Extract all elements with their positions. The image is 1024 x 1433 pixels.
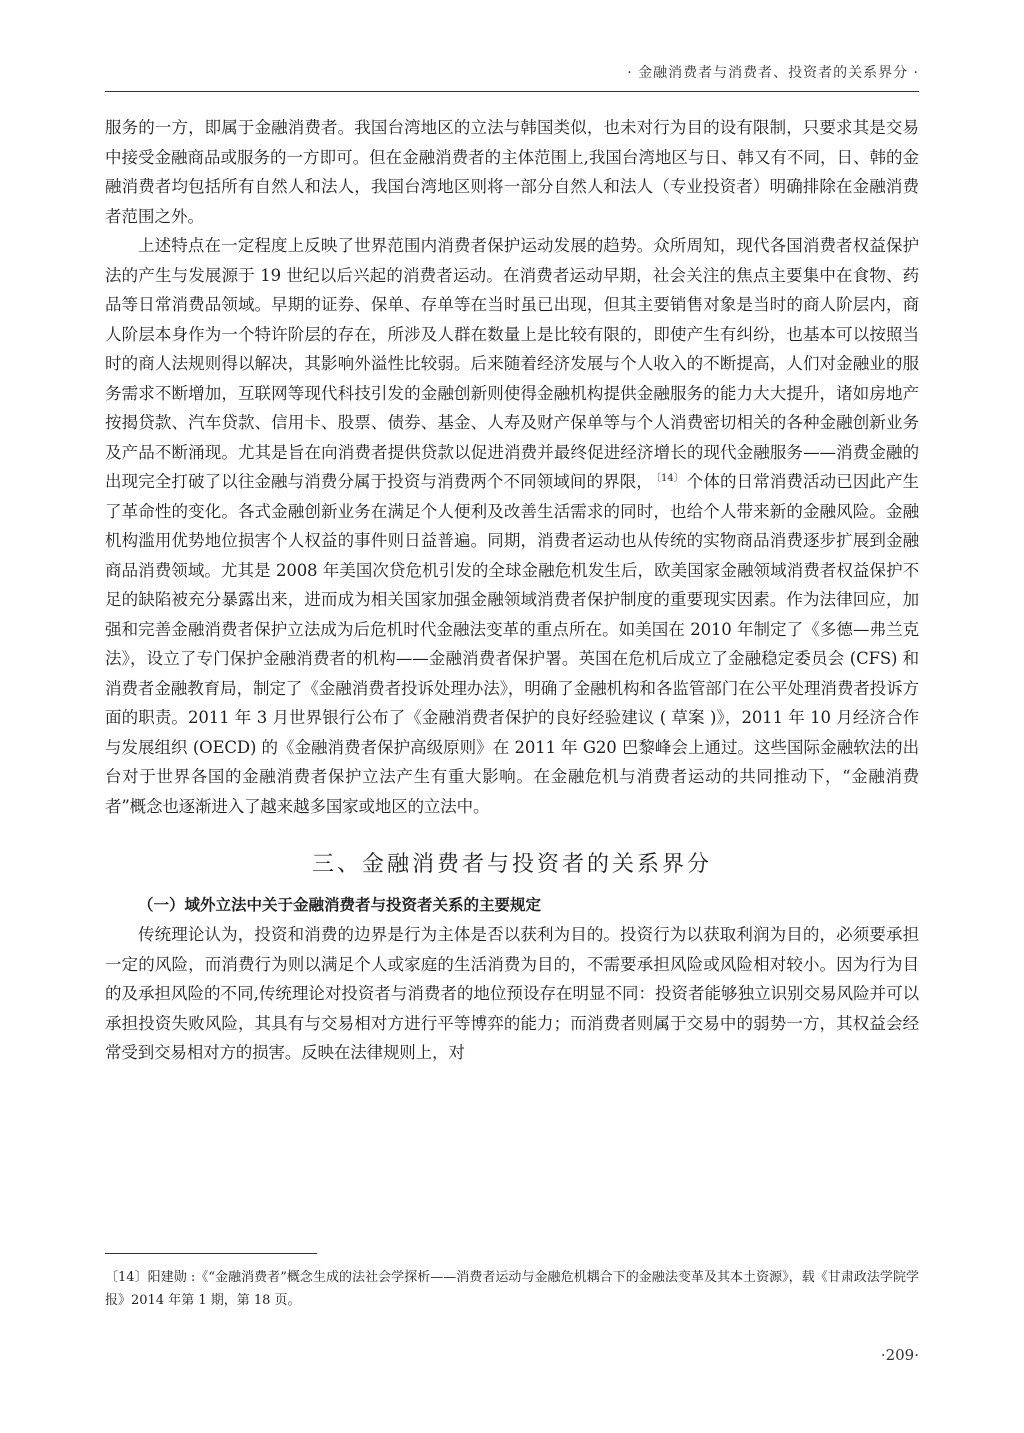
footnote: 〔14〕阳建勋 :《“金融消费者”概念生成的法社会学探析——消费者运动与金融危机耦合下的金融法变革及其本土资源》，载《甘肃政法学院学报》2014 年第 1 期，第 18 页。 xyxy=(105,1270,919,1308)
page-number: ·209· xyxy=(880,1346,919,1364)
paragraph-1: 服务的一方，即属于金融消费者。我国台湾地区的立法与韩国类似，也未对行为目的设有限制，只要求其是交易中接受金融商品或服务的一方即可。但在金融消费者的主体范围上,我国台湾地区与日、韩又有不同，日、韩的金融消费者均包括所有自然人和法人，我国台湾地区则将一部分自然人和法人（专业投资者）明确排除在金融消费者范围之外。 xyxy=(105,118,919,226)
main-text xyxy=(105,113,919,1068)
paragraph-2-part-a: 上述特点在一定程度上反映了世界范围内消费者保护运动发展的趋势。众所周知，现代各国消费者权益保护法的产生与发展源于 19 世纪以后兴起的消费者运动。在消费者运动早期，社会关注的焦点主要集中在食物、药品等日常消费品领域。早期的证券、保单、存单等在当时虽已出现，但其主要销售对象是当时的商人阶层内，商人阶层本身作为一个特许阶层的存在，所涉及人群在数量上是比较有限的，即使产生有纠纷，也基本可以按照当时的商人法规则得以解决，其影响外溢性比较弱。后来随着经济发展与个人收入的不断提高，人们对金融业的服务需求不断增加，互联网等现代科技引发的金融创新则使得金融机构提供金融服务的能力大大提升，诸如房地产按揭贷款、汽车贷款、信用卡、股票、债券、基金、人寿及财产保单等与个人消费密切相关的各种金融创新业务及产品不断涌现。尤其是旨在向消费者提供贷款以促进消费并最终促进经济增长的现代金融服务——消费金融的出现完全打破了以往金融与消费分属于投资与消费两个不同领域间的界限， xyxy=(105,236,919,491)
paragraph-2 xyxy=(105,231,919,821)
footnote-separator xyxy=(105,1253,317,1254)
section-heading: 三、金融消费者与投资者的关系界分 xyxy=(311,852,712,877)
footnote-reference[interactable]: 〔14〕 xyxy=(655,473,684,484)
paragraph-2-part-b: 个体的日常消费活动已因此产生了革命性的变化。各式金融创新业务在满足个人便利及改善生活需求的同时，也给个人带来新的金融风险。金融机构滥用优势地位损害个人权益的事件则日益普遍。同期，消费者运动也从传统的实物商品消费逐步扩展到金融商品消费领域。尤其是 2008 年美国次贷危机引发的全球金融危机发生后，欧美国家金融领域消费者权益保护不足的缺陷被充分暴露出来，进而成为相关国家加强金融领域消费者保护制度的重要现实因素。作为法律回应，加强和完善金融消费者保护立法成为后危机时代金融法变革的重点所在。如美国在 2010 年制定了《多德—弗兰克法》，设立了专门保护金融消费者的机构——金融消费者保护署。英国在危机后成立了金融稳定委员会 (CFS) 和消费者金融教育局，制定了《金融消费者投诉处理办法》，明确了金融机构和各监管部门在公平处理消费者投诉方面的职责。2011 年 3 月世界银行公布了《金融消费者保护的良好经验建议 ( 草案 )》，2011 年 10 月经济合作与发展组织 (OECD) 的《金融消费者保护高级原则》在 2011 年 G20 巴黎峰会上通过。这些国际金融软法的出台对于世界各国的金融消费者保护立法产生有重大影响。在金融危机与消费者运动的共同推动下，“金融消费者”概念也逐渐进入了越来越多国家或地区的立法中。 xyxy=(105,472,919,816)
header-rule xyxy=(105,91,919,92)
subsection-heading: （一）域外立法中关于金融消费者与投资者关系的主要规定 xyxy=(138,896,542,914)
paragraph-3: 传统理论认为，投资和消费的边界是行为主体是否以获利为目的。投资行为以获取利润为目的，必须要承担一定的风险，而消费行为则以满足个人或家庭的生活消费为目的，不需要承担风险或风险相对较小。因为行为目的及承担风险的不同,传统理论对投资者与消费者的地位预设存在明显不同：投资者能够独立识别交易风险并可以承担投资失败风险，其具有与交易相对方进行平等博弈的能力；而消费者则属于交易中的弱势一方，其权益会经常受到交易相对方的损害。反映在法律规则上，对 xyxy=(105,925,919,1062)
running-header: · 金融消费者与消费者、投资者的关系界分 · xyxy=(627,65,919,81)
